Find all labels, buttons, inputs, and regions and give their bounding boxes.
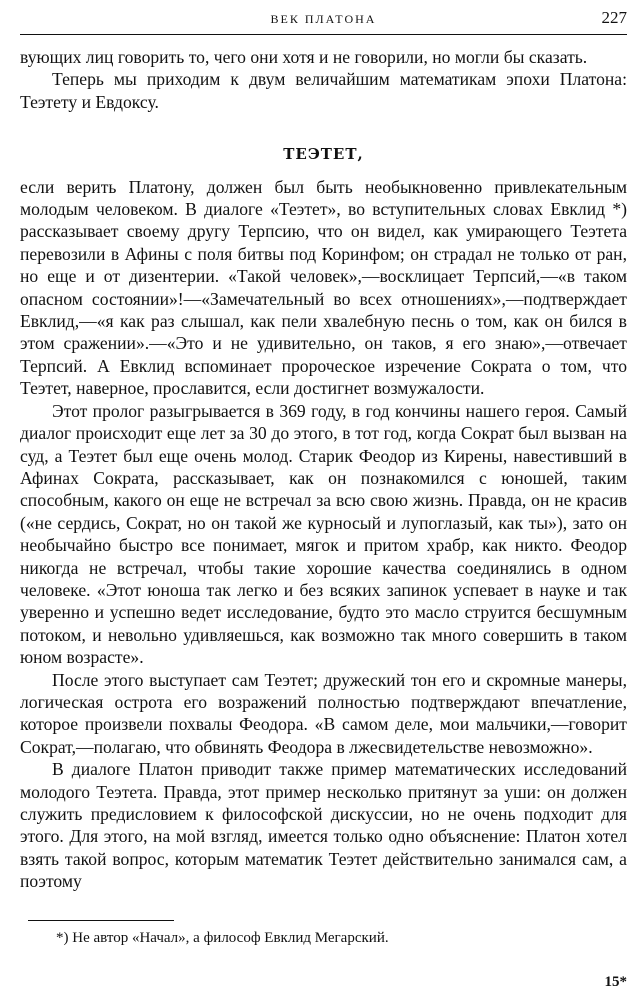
paragraph: вующих лиц говорить то, чего они хотя и не говорили, но могли бы сказать.: [20, 47, 588, 67]
section-heading: ТЕЭТЕТ,: [283, 145, 364, 164]
footnote: *) Не автор «Начал», а философ Евклид Мегарский.: [56, 930, 389, 946]
signature-mark: 15*: [604, 974, 627, 990]
page-number: 227: [601, 8, 627, 27]
page-header: [20, 8, 627, 35]
running-head: ВЕК ПЛАТОНА: [270, 12, 377, 26]
paragraph: Этот пролог разыгрывается в 369 году, в год кончины нашего героя. Самый диалог происходит еще лет за 30 до этого, в тот год, когда Сократ был вызван на суд, а Теэтет был еще очень молод. Старик Феодор из Кирены, навестивший в Афинах Сократа, рассказывает, как он познакомился с юношей, таким способным, какого он еще не встречал за всю свою жизнь. Правда, он не красив («не сердись, Сократ, но он такой же курносый и лупоглазый, как ты»), зато он необычайно быстро все понимает, мягок и притом храбр, как никто. Феодор никогда не встречал, чтобы такие хорошие качества соединялись в одном человеке. «Этот юноша так легко и без всяких запинок успевает в науке и так уверенно и успешно ведет исследование, будто это масло струится бесшумным потоком, и невольно удивляешься, как возможно так много совершить в таком юном возрасте».: [20, 400, 627, 668]
paragraph: Теперь мы приходим к двум величайшим математикам эпохи Платона: Теэтету и Евдоксу.: [20, 69, 627, 112]
main-text: [20, 46, 627, 893]
footnote-divider: [28, 920, 174, 921]
paragraph: В диалоге Платон приводит также пример математических исследований молодого Теэтета. Правда, этот пример несколько притянут за уши: он должен служить предисловием к философской дискуссии, но не очень подходит для этого. Для этого, на мой взгляд, имеется только одно объяснение: Платон хотел взять такой вопрос, которым математик Теэтет действительно занимался сам, а поэтому: [20, 759, 627, 892]
paragraph: После этого выступает сам Теэтет; дружеский тон его и скромные манеры, логическая острота его возражений полностью подтверждают впечатление, которое произвели похвалы Феодора. «В самом деле, мои мальчики,—говорит Сократ,—полагаю, что обвинять Феодора в лжесвидетельстве невозможно».: [20, 669, 627, 757]
paragraph: если верить Платону, должен был быть необыкновенно привлекательным молодым человеком. В диалоге «Теэтет», во вступительных словах Евклид *) рассказывает своему другу Терпсию, что он видел, как умирающего Теэтета перевозили в Афины с поля битвы под Коринфом; он страдал не только от ран, но еще и от дизентерии. «Такой человек»,—восклицает Терпсий,—«в таком опасном состоянии»!—«Замечательный во всех отношениях»,—подтверждает Евклид,—«я как раз слышал, как пели хвалебную песнь о том, как он бился в этом сражении».—«Это и не удивительно, он таков, я его знаю»,—отвечает Терпсий. А Евклид вспоминает пророческое изречение Сократа о том, что Теэтет, наверное, прославится, если достигнет возмужалости.: [20, 176, 627, 399]
